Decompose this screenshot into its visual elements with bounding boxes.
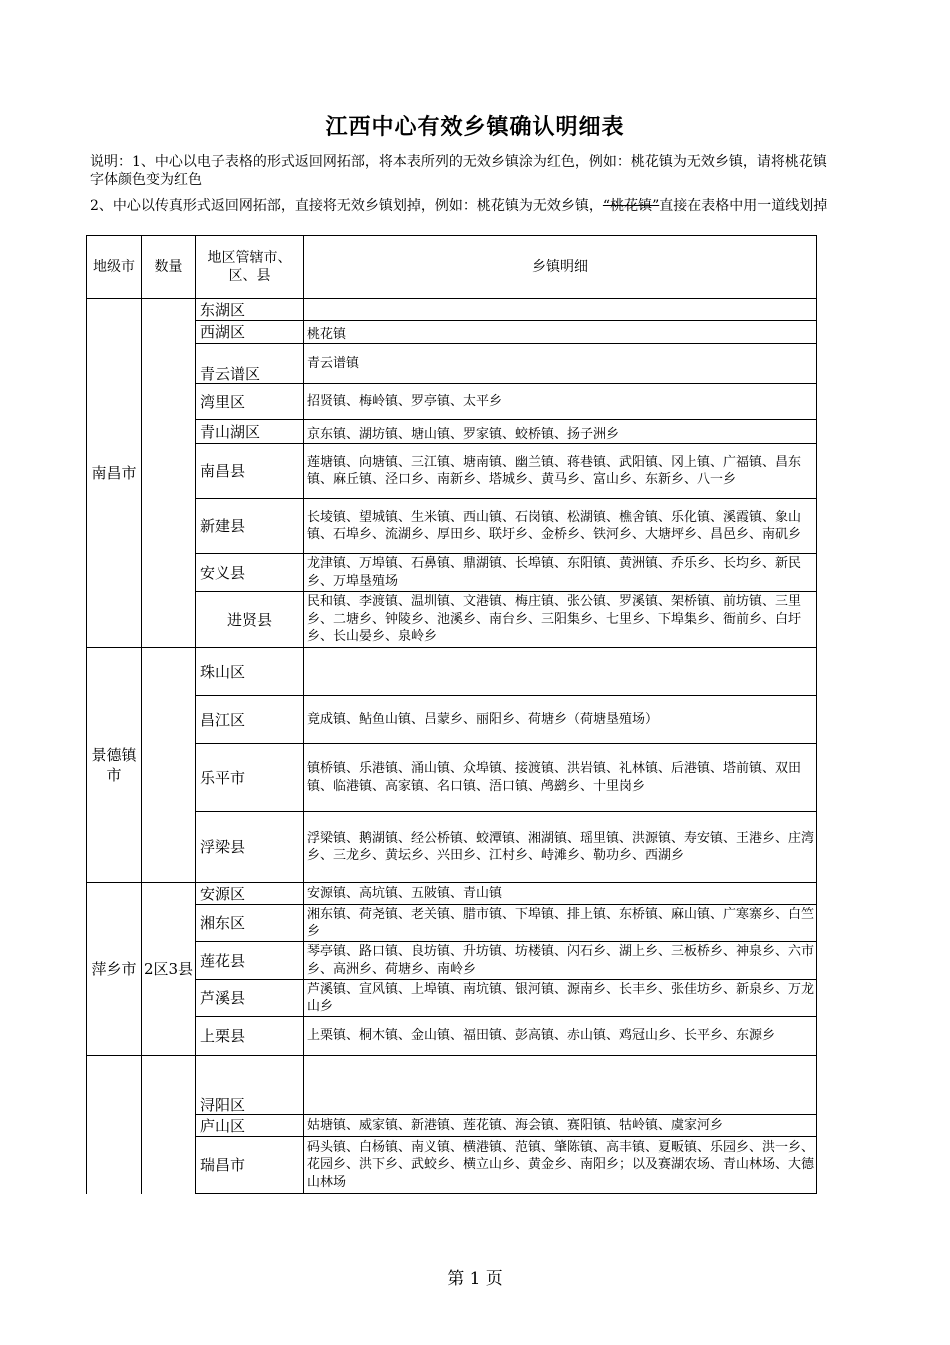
table-row	[87, 499, 817, 554]
table-row	[87, 554, 817, 592]
count-cell-nanchang	[142, 299, 196, 648]
table-row	[87, 883, 817, 905]
district-cell: 湘东区	[196, 905, 304, 942]
towns-cell	[304, 299, 817, 321]
district-cell: 安义县	[196, 554, 304, 592]
district-cell: 浔阳区	[196, 1056, 304, 1115]
district-cell: 西湖区	[196, 321, 304, 344]
towns-cell: 招贤镇、梅岭镇、罗亭镇、太平乡	[304, 384, 817, 420]
district-cell: 青云谱区	[196, 344, 304, 384]
towns-cell: 浮梁镇、鹅湖镇、经公桥镇、蛟潭镇、湘湖镇、瑶里镇、洪源镇、寿安镇、王港乡、庄湾乡、三龙乡、黄坛乡、兴田乡、江村乡、峙滩乡、勒功乡、西湖乡	[304, 812, 817, 883]
table-row	[87, 980, 817, 1017]
table-row	[87, 1115, 817, 1137]
table-row	[87, 648, 817, 696]
towns-cell: 琴亭镇、路口镇、良坊镇、升坊镇、坊楼镇、闪石乡、湖上乡、三板桥乡、神泉乡、六市乡、高洲乡、荷塘乡、南岭乡	[304, 942, 817, 980]
city-cell-jingdezhen: 景德镇市	[87, 648, 142, 883]
district-cell: 新建县	[196, 499, 304, 554]
towns-cell: 青云谱镇	[304, 344, 817, 384]
district-cell: 昌江区	[196, 696, 304, 744]
towns-cell: 民和镇、李渡镇、温圳镇、文港镇、梅庄镇、张公镇、罗溪镇、架桥镇、前坊镇、三里乡、二塘乡、钟陵乡、池溪乡、南台乡、三阳集乡、七里乡、下埠集乡、衙前乡、白圩乡、长山晏乡、泉岭乡	[304, 592, 817, 648]
district-cell: 庐山区	[196, 1115, 304, 1137]
towns-cell: 长堎镇、望城镇、生米镇、西山镇、石岗镇、松湖镇、樵舍镇、乐化镇、溪霞镇、象山镇、石埠乡、流湖乡、厚田乡、联圩乡、金桥乡、铁河乡、大塘坪乡、昌邑乡、南矶乡	[304, 499, 817, 554]
header-towns: 乡镇明细	[304, 236, 817, 299]
towns-cell: 姑塘镇、威家镇、新港镇、莲花镇、海会镇、赛阳镇、牯岭镇、虞家河乡	[304, 1115, 817, 1137]
district-cell: 南昌县	[196, 444, 304, 499]
towns-cell: 龙津镇、万埠镇、石鼻镇、鼎湖镇、长埠镇、东阳镇、黄洲镇、乔乐乡、长均乡、新民乡、万埠垦殖场	[304, 554, 817, 592]
towns-cell: 镇桥镇、乐港镇、涌山镇、众埠镇、接渡镇、洪岩镇、礼林镇、后港镇、塔前镇、双田镇、临港镇、高家镇、名口镇、浯口镇、鸬鹚乡、十里岗乡	[304, 744, 817, 812]
towns-cell: 上栗镇、桐木镇、金山镇、福田镇、彭高镇、赤山镇、鸡冠山乡、长平乡、东源乡	[304, 1017, 817, 1056]
towns-cell: 湘东镇、荷尧镇、老关镇、腊市镇、下埠镇、排上镇、东桥镇、麻山镇、广寒寨乡、白竺乡	[304, 905, 817, 942]
district-cell: 珠山区	[196, 648, 304, 696]
district-cell: 莲花县	[196, 942, 304, 980]
count-cell-jingdezhen	[142, 648, 196, 883]
table-row	[87, 812, 817, 883]
instruction-note-1: 说明：1、中心以电子表格的形式返回网拓部，将本表所列的无效乡镇涂为红色，例如：桃花镇为无效乡镇，请将桃花镇字体颜色变为红色	[90, 154, 827, 188]
instruction-note-2	[90, 197, 830, 215]
table-row	[87, 321, 817, 344]
district-cell: 瑞昌市	[196, 1137, 304, 1194]
count-cell-continued	[142, 1056, 196, 1194]
count-cell-pingxiang: 2区3县	[142, 883, 196, 1056]
header-row	[87, 236, 817, 299]
district-cell: 进贤县	[196, 592, 304, 648]
district-cell: 青山湖区	[196, 420, 304, 444]
header-count: 数量	[142, 236, 196, 299]
towns-cell: 安源镇、高坑镇、五陂镇、青山镇	[304, 883, 817, 905]
town-detail-table	[86, 235, 817, 1194]
district-cell: 东湖区	[196, 299, 304, 321]
header-city: 地级市	[87, 236, 142, 299]
note2-part-b: 直接在表格中用一道线划掉	[659, 198, 828, 214]
table-row	[87, 384, 817, 420]
towns-cell: 莲塘镇、向塘镇、三江镇、塘南镇、幽兰镇、蒋巷镇、武阳镇、冈上镇、广福镇、昌东镇、麻丘镇、泾口乡、南新乡、塔城乡、黄马乡、富山乡、东新乡、八一乡	[304, 444, 817, 499]
table-row	[87, 1056, 817, 1115]
city-cell-pingxiang: 萍乡市	[87, 883, 142, 1056]
table-row	[87, 299, 817, 321]
struck-example: “桃花镇”	[602, 198, 660, 214]
district-cell: 乐平市	[196, 744, 304, 812]
table-row	[87, 1017, 817, 1056]
table-row	[87, 942, 817, 980]
district-cell: 浮梁县	[196, 812, 304, 883]
towns-cell	[304, 648, 817, 696]
note2-part-a: 2、中心以传真形式返回网拓部，直接将无效乡镇划掉，例如：桃花镇为无效乡镇，	[90, 198, 603, 214]
table-row	[87, 1137, 817, 1194]
towns-cell	[304, 1056, 817, 1115]
city-cell-nanchang: 南昌市	[87, 299, 142, 648]
table-row	[87, 444, 817, 499]
district-cell: 芦溪县	[196, 980, 304, 1017]
table-row	[87, 905, 817, 942]
table-row	[87, 592, 817, 648]
district-cell: 安源区	[196, 883, 304, 905]
page-title: 江西中心有效乡镇确认明细表	[325, 115, 625, 140]
city-cell-continued	[87, 1056, 142, 1194]
towns-cell: 芦溪镇、宣风镇、上埠镇、南坑镇、银河镇、源南乡、长丰乡、张佳坊乡、新泉乡、万龙山乡	[304, 980, 817, 1017]
district-cell: 湾里区	[196, 384, 304, 420]
towns-cell: 码头镇、白杨镇、南义镇、横港镇、范镇、肇陈镇、高丰镇、夏畈镇、乐园乡、洪一乡、花园乡、洪下乡、武蛟乡、横立山乡、黄金乡、南阳乡；以及赛湖农场、青山林场、大德山林场	[304, 1137, 817, 1194]
table-row	[87, 696, 817, 744]
table-row	[87, 420, 817, 444]
header-district: 地区管辖市、区、县	[196, 236, 304, 299]
table-row	[87, 344, 817, 384]
towns-cell: 竟成镇、鲇鱼山镇、吕蒙乡、丽阳乡、荷塘乡（荷塘垦殖场）	[304, 696, 817, 744]
page-number: 第 1 页	[447, 1269, 503, 1289]
district-cell: 上栗县	[196, 1017, 304, 1056]
table-row	[87, 744, 817, 812]
towns-cell: 京东镇、湖坊镇、塘山镇、罗家镇、蛟桥镇、扬子洲乡	[304, 420, 817, 444]
towns-cell: 桃花镇	[304, 321, 817, 344]
